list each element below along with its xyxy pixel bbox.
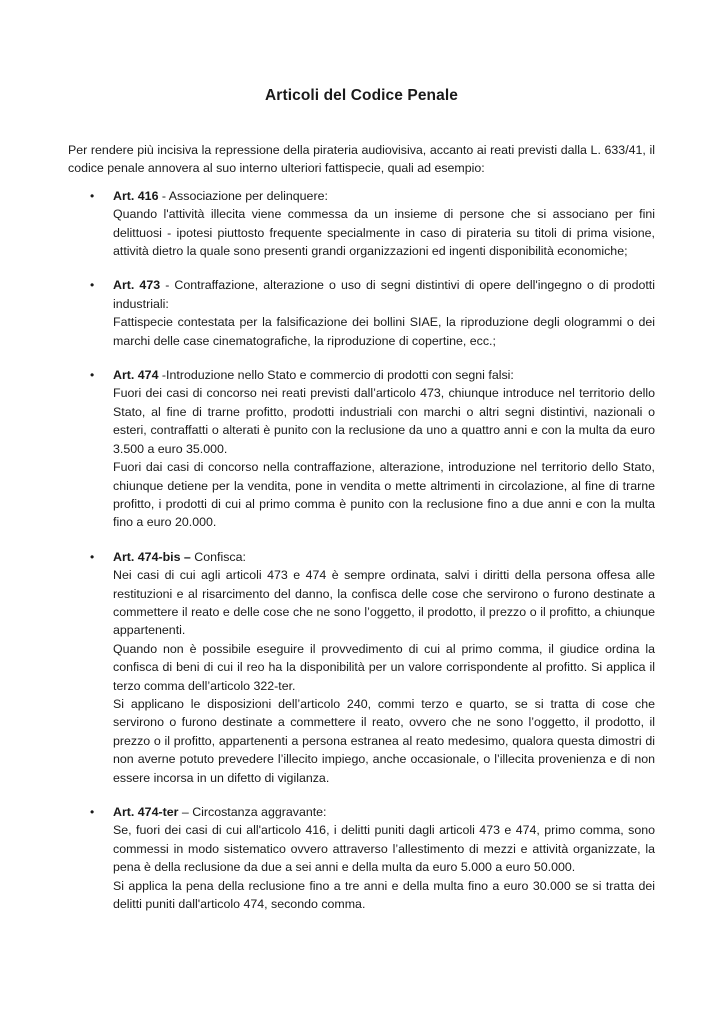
article-paragraph: Quando l'attività illecita viene commessa da un insieme di persone che si associano per fini delittuosi - ipotesi piuttosto frequente specialmente in caso di pirateria su titoli di prima visione, attività dietro la quale sono presenti grandi organizzazioni ed ingenti disponibilità economiche; (113, 207, 655, 259)
article-number: Art. 474 (113, 368, 159, 383)
bullet-icon: • (90, 278, 95, 293)
page-title: Articoli del Codice Penale (265, 87, 458, 104)
article-paragraph: Nei casi di cui agli articoli 473 e 474 è sempre ordinata, salvi i diritti della persona offesa alle restituzioni e al risarcimento del danno, la confisca delle cose che servirono o furono destinate a commettere il reato e delle cose che ne sono l’oggetto, il prodotto, il prezzo o il profitto, a chiunque appartenenti. (113, 568, 655, 638)
intro-paragraph: Per rendere più incisiva la repressione della pirateria audiovisiva, accanto ai reati previsti dalla L. 633/41, il codice penale annovera al suo interno ulteriori fattispecie, quali ad esempio: (68, 143, 655, 176)
article-paragraph: Fuori dai casi di concorso nella contraffazione, alterazione, introduzione nel territorio dello Stato, chiunque detiene per la vendita, pone in vendita o mette altrimenti in circolazione, al fine di trarne profitto, i prodotti di cui al primo comma è punito con la reclusione fino a due anni e con la multa fino a euro 20.000. (113, 460, 655, 530)
articles-list (68, 187, 655, 914)
article-paragraph: Se, fuori dei casi di cui all'articolo 416, i delitti puniti dagli articoli 473 e 474, primo comma, sono commessi in modo sistematico ovvero attraverso l’allestimento di mezzi e attività organizzate, la pena è della reclusione da due a sei anni e della multa da euro 5.000 a euro 50.000. (113, 823, 655, 875)
bullet-icon: • (90, 549, 95, 564)
article-title: - Associazione per delinquere: (158, 188, 328, 203)
article-paragraph: Si applica la pena della reclusione fino a tre anni e della multa fino a euro 30.000 se si tratta dei delitti puniti dall'articolo 474, secondo comma. (113, 878, 655, 912)
article-474-bis (68, 548, 655, 787)
article-title: – Circostanza aggravante: (178, 805, 327, 819)
article-heading (113, 276, 655, 313)
article-paragraph: Fattispecie contestata per la falsificazione dei bollini SIAE, la riproduzione degli ologrammi o dei marchi delle case cinematografiche, la riproduzione di copertine, ecc.; (113, 315, 655, 348)
bullet-icon: • (90, 368, 95, 383)
article-title: -Introduzione nello Stato e commercio di prodotti con segni falsi: (158, 368, 514, 383)
article-473 (68, 276, 655, 350)
bullet-icon: • (90, 805, 95, 819)
article-heading (113, 187, 655, 205)
article-paragraph: Quando non è possibile eseguire il provvedimento di cui al primo comma, il giudice ordina la confisca di beni di cui il reo ha la disponibilità per un valore corrispondente al profitto. Si applica il terzo comma dell’articolo 322-ter. (113, 641, 655, 693)
article-474 (68, 366, 655, 532)
article-title: - Contraffazione, alterazione o uso di segni distintivi di opere dell'ingegno o di prodotti industriali: (113, 278, 655, 311)
article-474-ter (68, 803, 655, 913)
article-number: Art. 474-bis – (113, 549, 191, 564)
article-paragraph: Si applicano le disposizioni dell’articolo 240, commi terzo e quarto, se si tratta di cose che servirono o furono destinate a commettere il reato, ovvero che ne sono l’oggetto, il prodotto, il prezzo o il profitto, appartenenti a persona estranea al reato medesimo, qualora questa dimostri di non averne potuto prevedere l’illecito impiego, anche occasionale, o l’illecita provenienza e di non essere incorsa in un difetto di vigilanza. (113, 696, 655, 785)
article-title: Confisca: (190, 549, 246, 564)
article-number: Art. 474-ter (113, 805, 179, 819)
article-416 (68, 187, 655, 261)
article-number: Art. 416 (113, 188, 159, 203)
article-number: Art. 473 (113, 278, 161, 293)
article-heading (113, 366, 655, 384)
article-heading (113, 803, 655, 821)
article-paragraph: Fuori dei casi di concorso nei reati previsti dall’articolo 473, chiunque introduce nel territorio dello Stato, al fine di trarne profitto, prodotti industriali con marchi o altri segni distintivi, nazionali o esteri, contraffatti o alterati è punito con la reclusione da uno a quattro anni e con la multa da euro 3.500 a euro 35.000. (113, 386, 655, 456)
bullet-icon: • (90, 188, 95, 203)
article-heading (113, 548, 655, 566)
